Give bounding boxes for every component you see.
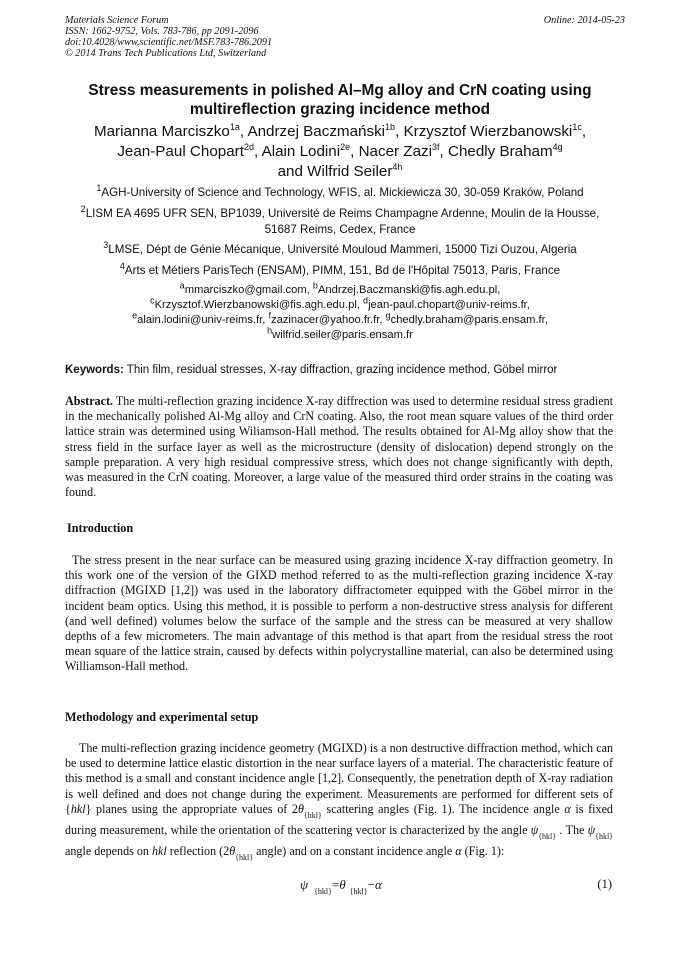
email-sup: h <box>267 325 273 336</box>
journal-name: Materials Science Forum <box>65 15 169 26</box>
keywords <box>65 363 625 378</box>
psi-symbol: ψ <box>587 823 596 838</box>
journal-doi: doi:10.4028/www.scientific.net/MSF.783-786.2091 <box>65 37 273 48</box>
author-sup: 3f <box>432 141 440 152</box>
affiliation-sup: 1 <box>96 183 102 194</box>
methodology-paragraph <box>65 741 613 865</box>
method-text: reflection (2 <box>166 844 230 859</box>
author-sup: 1b <box>385 121 396 132</box>
author-sup: 4g <box>552 141 563 152</box>
affiliation-2 <box>72 206 608 238</box>
author-name: Andrzej Baczmański <box>247 123 386 140</box>
email-link[interactable]: mmarciszko@gmail.com, <box>184 284 310 296</box>
keywords-text: Thin film, residual stresses, X-ray diffraction, grazing incidence method, Göbel mirror <box>126 364 558 376</box>
abstract-label: Abstract. <box>65 394 114 408</box>
email-line-3 <box>62 310 618 328</box>
method-text: angle) and on a constant incidence angle <box>253 844 456 859</box>
email-link[interactable]: alain.lodini@univ-reims.fr, <box>137 314 266 326</box>
email-line-1 <box>62 280 618 298</box>
affiliation-text: Arts et Métiers ParisTech (ENSAM), PIMM, 151, Bd de l'Hôpital 75013, Paris, France <box>124 264 561 277</box>
abstract <box>65 394 613 500</box>
author-name: Alain Lodini <box>261 143 341 160</box>
email-sup: e <box>132 310 138 321</box>
hkl-subscript: {hkl} <box>303 810 322 820</box>
paper-title <box>60 81 620 119</box>
title-line-1: Stress measurements in polished Al–Mg alloy and CrN coating using <box>88 82 592 99</box>
author-sup: 1c <box>572 121 582 132</box>
email-link[interactable]: zazinacer@yahoo.fr.fr, <box>271 314 383 326</box>
author-name: Wilfrid Seiler <box>307 163 393 180</box>
author-name: Nacer Zazi <box>358 143 433 160</box>
author-line-3 <box>60 162 620 182</box>
theta-symbol: θ <box>297 801 304 816</box>
method-hkl: hkl <box>70 801 86 816</box>
introduction-paragraph: The stress present in the near surface can be measured using grazing incidence X-ray diffraction geometry. In this work one of the version of the GIXD method referred to as the multi-reflection grazing incidence X-ray diffraction (MGIXD [1,2]) was used in the laboratory diffractometer equipped with the Göbel mirror in the incident beam optics. Using this method, it is possible to perform a non-destructive stress analysis for different (and well defined) volumes below the surface of the sample and the stress can be measured at very shallow depths of a few micrometers. The main advantage of this method is that apart from the residual stress the root mean square of the lattice strain, caused by defects within polycrystalline material, can also be determined using Williamson-Hall method. <box>65 553 613 674</box>
author-name: Jean-Paul Chopart <box>117 143 244 160</box>
method-text: angle depends on <box>65 844 152 859</box>
author-sup: 4h <box>392 161 403 172</box>
psi-symbol: ψ <box>530 823 539 838</box>
email-line-2 <box>62 295 618 313</box>
affiliation-4 <box>62 263 618 279</box>
email-line-4 <box>62 325 618 343</box>
alpha-symbol: α <box>455 844 462 859</box>
equation-number: (1) <box>597 877 612 891</box>
equation-minus: − <box>367 877 375 892</box>
method-text: } planes using the appropriate values of 2 <box>85 801 298 816</box>
email-link[interactable]: chedly.braham@paris.ensam.fr, <box>390 314 548 326</box>
author-sup: 2e <box>340 141 351 152</box>
author-line-1: Marianna Marciszko$^{1a}$, Andrzej Baczmański$^{1b}$, Krzysztof Wierzbanowski$^{1c}$, <box>93 121 587 140</box>
equation-subscript: {hkl} <box>349 887 368 896</box>
email-list <box>62 280 618 343</box>
email-sup: d <box>363 295 369 306</box>
equation-psi: ψ <box>300 877 309 892</box>
hkl-subscript: {hkl} <box>595 832 614 842</box>
email-link[interactable]: Krzysztof.Wierzbanowski@fis.agh.edu.pl, <box>154 299 360 311</box>
email-link[interactable]: jean-paul.chopart@univ-reims.fr, <box>368 299 530 311</box>
email-sup: c <box>150 295 155 306</box>
affiliation-text: AGH-University of Science and Technology, WFIS, al. Mickiewicza 30, 30-059 Kraków, Poland <box>101 186 584 199</box>
author-line-2: Jean-Paul Chopart$^{2d}$, Alain Lodini$^{2e}$, Nacer Zazi$^{3f}$, Chedly Braham$^{4g}$ <box>117 141 563 160</box>
author-list <box>60 122 620 182</box>
hkl-subscript: {hkl} <box>235 853 254 863</box>
equation-theta: θ <box>339 877 346 892</box>
hkl-subscript: {hkl} <box>538 832 557 842</box>
email-sup: a <box>179 280 185 291</box>
author-and: and <box>277 163 303 180</box>
theta-symbol: θ <box>229 844 236 859</box>
email-link[interactable]: Andrzej.Baczmanski@fis.agh.edu.pl, <box>317 284 501 296</box>
author-name: Marianna Marciszko <box>93 123 230 140</box>
method-text: . The <box>556 823 588 838</box>
email-sup: f <box>268 310 271 321</box>
affiliation-sup: 3 <box>103 240 109 251</box>
email-sup: g <box>385 310 391 321</box>
author-sup: 2d <box>243 141 254 152</box>
journal-header <box>65 15 625 59</box>
method-text: scattering angles (Fig. 1). The incidence angle <box>321 801 565 816</box>
author-name: Chedly Braham <box>447 143 553 160</box>
affiliation-1 <box>62 185 618 201</box>
section-heading-methodology: Methodology and experimental setup <box>65 710 259 724</box>
keywords-label: Keywords: <box>65 364 124 376</box>
affiliation-3 <box>62 242 618 258</box>
equation-1 <box>300 877 382 896</box>
journal-issn: ISSN: 1662-9752, Vols. 783-786, pp 2091-2096 <box>65 26 259 37</box>
affiliation-text: LMSE, Dépt de Génie Mécanique, Université Mouloud Mammeri, 15000 Tizi Ouzou, Algeria <box>108 243 577 256</box>
method-text: The multi-reflection grazing incidence geometry (MGIXD) is a non destructive diffraction method, which can be used to determine lattice elastic distortion in the near surface layers of a material. The characteristic feature of this method is a small and constant incidence angle [1,2]. Consequently, the penetration depth of X-ray radiation is well defined and does not change during the experiment. Measurements are performed for different sets of { <box>65 741 613 816</box>
method-text: (Fig. 1): <box>461 844 505 859</box>
abstract-text: The multi-reflection grazing incidence X-ray diffrection was used to determine residual stress gradient in the mechanically polished Al-Mg alloy and CrN coating. Also, the root mean square values of the third order lattice strain was determined using Wiliamson-Hall method. The results obtained for Al-Mg alloy show that the stress field in the surface layer as well as the microstructure (density of dislocation) depend strongly on the sample preparation. A very high residual compressive stress, which does not change significantly with depth, was measured in the CrN coating. Moreover, a large value of the measured third order strains in the coating was found. <box>65 394 613 500</box>
alpha-symbol: α <box>564 801 571 816</box>
author-sup: 1a <box>229 121 240 132</box>
section-heading-introduction: Introduction <box>67 521 134 535</box>
online-date: Online: 2014-05-23 <box>543 15 625 26</box>
method-text: is fixed during measurement, while the orientation of the scattering vector is characterized by the angle <box>65 801 613 838</box>
journal-copyright: © 2014 Trans Tech Publications Ltd, Switzerland <box>65 48 267 59</box>
author-name: Krzysztof Wierzbanowski <box>403 123 573 140</box>
email-link[interactable]: wilfrid.seiler@paris.ensam.fr <box>272 329 413 341</box>
title-line-2: multireflection grazing incidence method <box>189 101 491 118</box>
affiliation-sup: 2 <box>80 204 86 215</box>
equation-subscript: {hkl} <box>314 887 332 896</box>
affiliation-sup: 4 <box>119 261 125 272</box>
affiliation-text: LISM EA 4695 UFR SEN, BP1039, Université de Reims Champagne Ardenne, Moulin de la Housse, 51687 Reims, Cedex, France <box>85 207 600 236</box>
equation-alpha: α <box>374 877 382 892</box>
equation-equals: = <box>331 877 340 892</box>
email-sup: b <box>312 280 318 291</box>
method-hkl: hkl <box>151 844 167 859</box>
